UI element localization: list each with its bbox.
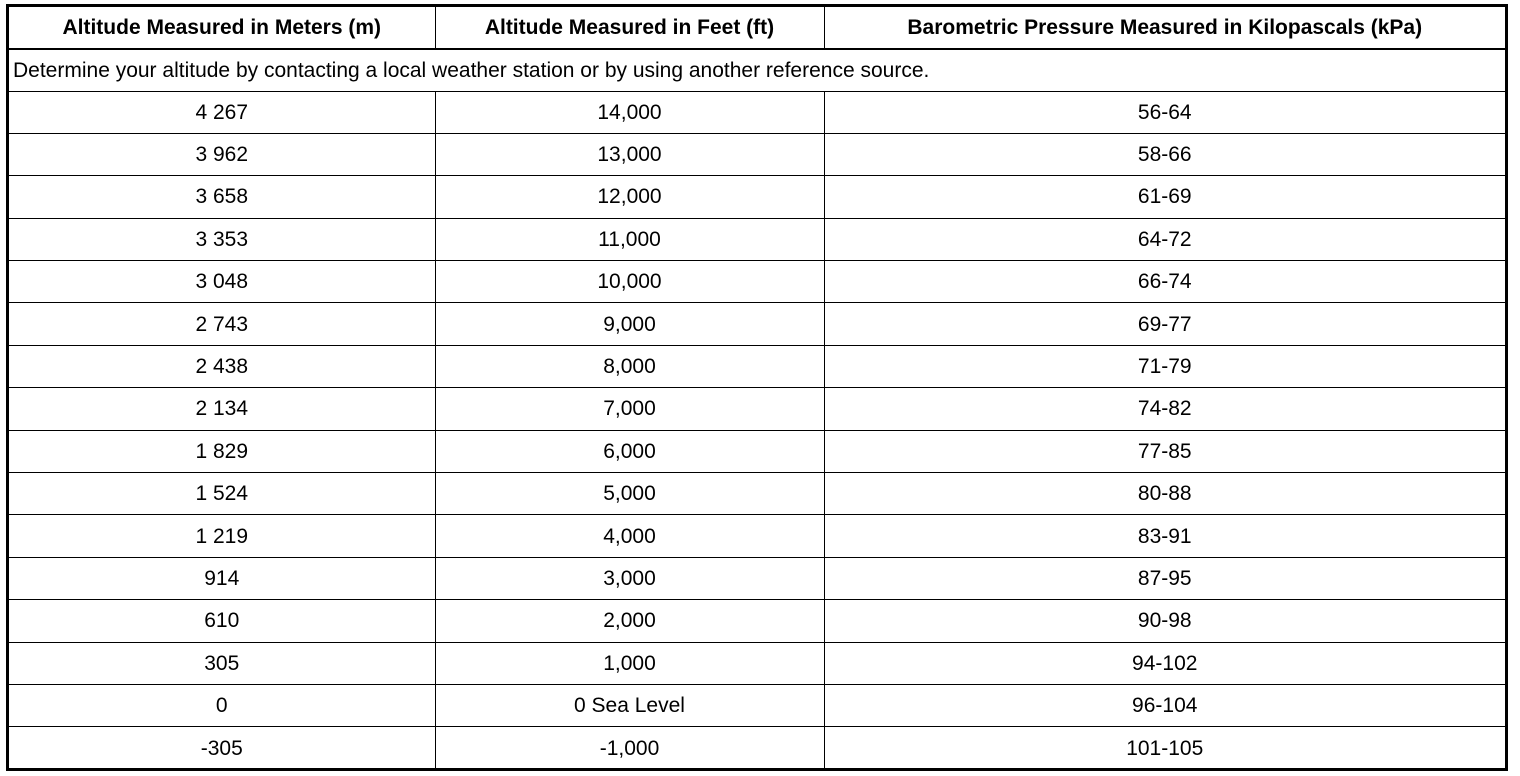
altitude-feet-cell: 9,000 [435, 303, 824, 345]
table-row [9, 303, 1505, 345]
altitude-feet-cell: 8,000 [435, 345, 824, 387]
altitude-meters-cell: -305 [9, 727, 435, 769]
altitude-meters-cell: 305 [9, 642, 435, 684]
altitude-feet-cell: 5,000 [435, 473, 824, 515]
altitude-meters-cell: 2 134 [9, 388, 435, 430]
header-barometric-pressure: Barometric Pressure Measured in Kilopascals (kPa) [824, 7, 1505, 49]
altitude-feet-cell: 4,000 [435, 515, 824, 557]
header-altitude-feet: Altitude Measured in Feet (ft) [435, 7, 824, 49]
pressure-kpa-cell: 77-85 [824, 430, 1505, 472]
pressure-kpa-cell: 69-77 [824, 303, 1505, 345]
altitude-feet-cell: -1,000 [435, 727, 824, 769]
pressure-kpa-cell: 94-102 [824, 642, 1505, 684]
table-row [9, 388, 1505, 430]
altitude-feet-cell: 1,000 [435, 642, 824, 684]
table-body [9, 49, 1505, 769]
altitude-meters-cell: 3 962 [9, 133, 435, 175]
pressure-kpa-cell: 74-82 [824, 388, 1505, 430]
table-row [9, 218, 1505, 260]
table-row [9, 600, 1505, 642]
table-row [9, 91, 1505, 133]
altitude-meters-cell: 4 267 [9, 91, 435, 133]
table-row [9, 684, 1505, 726]
altitude-meters-cell: 0 [9, 684, 435, 726]
altitude-feet-cell: 11,000 [435, 218, 824, 260]
altitude-meters-cell: 3 353 [9, 218, 435, 260]
pressure-kpa-cell: 101-105 [824, 727, 1505, 769]
altitude-meters-cell: 2 743 [9, 303, 435, 345]
altitude-meters-cell: 914 [9, 557, 435, 599]
altitude-feet-cell: 13,000 [435, 133, 824, 175]
table-row [9, 176, 1505, 218]
altitude-note: Determine your altitude by contacting a local weather station or by using another reference source. [9, 49, 1505, 91]
altitude-feet-cell: 10,000 [435, 261, 824, 303]
pressure-kpa-cell: 66-74 [824, 261, 1505, 303]
table-row [9, 515, 1505, 557]
table-header-row [9, 7, 1505, 49]
pressure-kpa-cell: 83-91 [824, 515, 1505, 557]
table-row [9, 133, 1505, 175]
altitude-feet-cell: 3,000 [435, 557, 824, 599]
pressure-kpa-cell: 96-104 [824, 684, 1505, 726]
table-row [9, 642, 1505, 684]
table-row [9, 557, 1505, 599]
altitude-meters-cell: 1 829 [9, 430, 435, 472]
pressure-kpa-cell: 87-95 [824, 557, 1505, 599]
pressure-kpa-cell: 64-72 [824, 218, 1505, 260]
note-row [9, 49, 1505, 91]
pressure-kpa-cell: 80-88 [824, 473, 1505, 515]
pressure-kpa-cell: 58-66 [824, 133, 1505, 175]
table-row [9, 727, 1505, 769]
altitude-meters-cell: 1 219 [9, 515, 435, 557]
altitude-meters-cell: 610 [9, 600, 435, 642]
altitude-feet-cell: 6,000 [435, 430, 824, 472]
table-row [9, 430, 1505, 472]
altitude-pressure-table-frame [6, 4, 1508, 771]
header-altitude-meters: Altitude Measured in Meters (m) [9, 7, 435, 49]
pressure-kpa-cell: 56-64 [824, 91, 1505, 133]
pressure-kpa-cell: 71-79 [824, 345, 1505, 387]
pressure-kpa-cell: 61-69 [824, 176, 1505, 218]
table-row [9, 345, 1505, 387]
altitude-meters-cell: 3 048 [9, 261, 435, 303]
altitude-feet-cell: 7,000 [435, 388, 824, 430]
altitude-meters-cell: 1 524 [9, 473, 435, 515]
table-row [9, 473, 1505, 515]
pressure-kpa-cell: 90-98 [824, 600, 1505, 642]
table-row [9, 261, 1505, 303]
altitude-pressure-table [9, 7, 1505, 769]
altitude-meters-cell: 2 438 [9, 345, 435, 387]
altitude-feet-cell: 12,000 [435, 176, 824, 218]
altitude-meters-cell: 3 658 [9, 176, 435, 218]
altitude-feet-cell: 0 Sea Level [435, 684, 824, 726]
altitude-feet-cell: 14,000 [435, 91, 824, 133]
altitude-feet-cell: 2,000 [435, 600, 824, 642]
